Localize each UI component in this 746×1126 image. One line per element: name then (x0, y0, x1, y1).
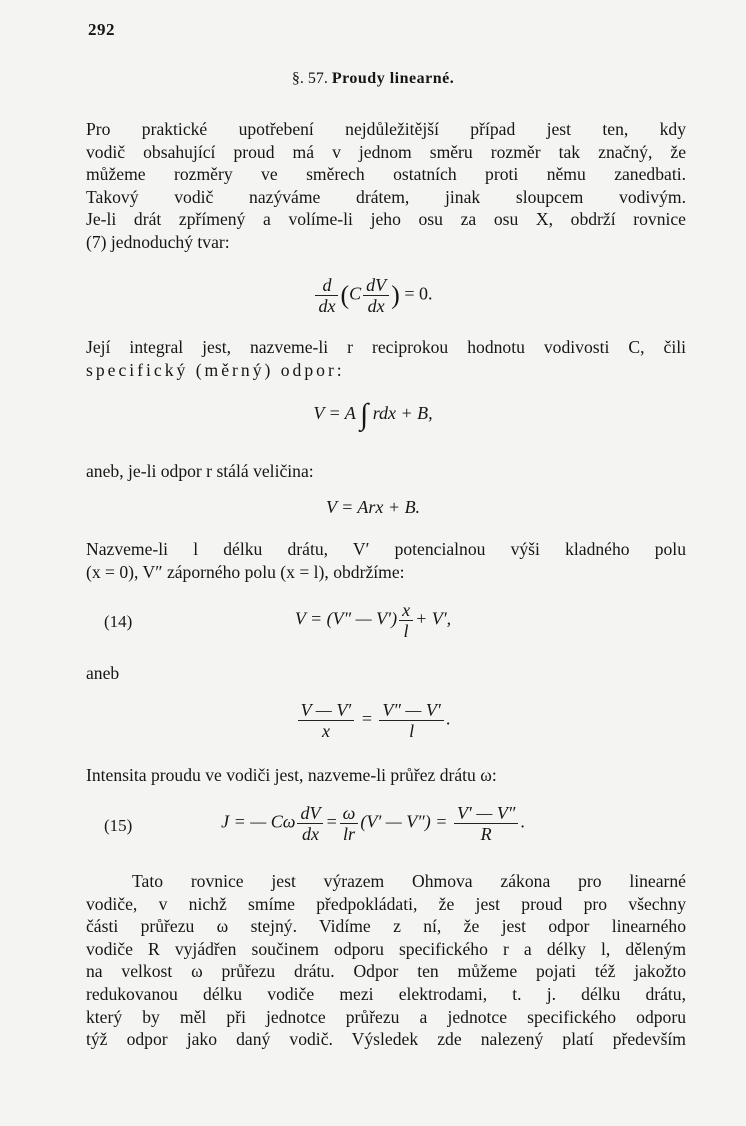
equation-14: V = (V″ — V′) $\frac{x}{l}$ + V′, (294, 600, 452, 641)
text-line: aneb, je-li odpor r stálá veličina: (86, 461, 314, 481)
equation-ratio: $\frac{V — V'}{x}$ = $\frac{V'' — V'}{l}$ . (0, 700, 746, 741)
equation-number-14: (14) (104, 612, 133, 631)
text-line: vodič obsahující proud má v jednom směru rozměr tak značný, že (86, 141, 686, 162)
text-line: týž odpor jako daný vodič. Výsledek zde nalezený platí především (86, 1029, 686, 1050)
text-line: Intensita proudu ve vodiči jest, nazveme-li průřez drátu ω: (86, 765, 497, 785)
fraction-x-l: $\frac{x}{l}$ (399, 600, 413, 641)
fraction-d-dx: $\frac{d}{dx}$ (315, 275, 338, 316)
text-line: aneb (86, 663, 120, 683)
equation-differential: $\frac{d}{dx}$ (C $\frac{dV}{dx}$ ) = 0. (0, 275, 746, 316)
fraction-dV-dx: $\frac{dV}{dx}$ (363, 275, 389, 316)
text-line: Její integral jest, nazveme-li r reciprokou hodnotu vodivosti C, čili (86, 337, 686, 357)
paragraph-aneb (86, 662, 686, 685)
text-line: můžeme rozměry ve směrech ostatních proti němu zanedbati. (86, 164, 686, 185)
text-line: Pro praktické upotřebení nejdůležitější případ jest ten, kdy (86, 119, 686, 139)
fraction-dV-dx: $\frac{dV}{dx}$ (297, 803, 323, 844)
text-line: (7) jednoduchý tvar: (86, 231, 230, 252)
text-line: vodiče R vyjádřen součinem odporu specifického r a délky l, děleným (86, 938, 686, 959)
equation-15: J = — Cω $\frac{dV}{dx}$ = $\frac{\omega}{lr}$ (V′ — V″) = $\frac{V' — V''}{R}$ . (221, 803, 525, 844)
text-line: který by měl při jednotce průřezu a jednotce specifického odporu (86, 1006, 686, 1027)
text-line: (x = 0), V″ záporného polu (x = l), obdržíme: (86, 561, 405, 582)
paragraph-integral (86, 336, 686, 381)
equation-linear: V = Arx + B. (325, 497, 421, 517)
paragraph-intensity (86, 764, 686, 787)
text-line: vodiče, v nichž smíme předpokládati, že jest proud pro všechny (86, 893, 686, 914)
section-heading (0, 70, 746, 88)
equation-integral: V = A ∫ rdx + B, (313, 398, 433, 431)
text-line: Takový vodič nazýváme drátem, jinak sloupcem vodivým. (86, 186, 686, 207)
text-line: specifický (měrný) odpor: (86, 359, 345, 380)
paragraph-intro (86, 118, 686, 254)
paragraph-potential (86, 538, 686, 583)
text-line: redukovanou délku vodiče mezi elektrodami, t. j. délku drátu, (86, 983, 686, 1004)
paragraph-ohm (86, 870, 686, 1051)
page-number: 292 (88, 20, 115, 39)
text-line: Tato rovnice jest výrazem Ohmova zákona pro linearné (132, 871, 686, 891)
text-line: části průřezu ω stejný. Vidíme z ní, že jest odpor linearného (86, 916, 686, 937)
section-number: §. 57. (291, 70, 328, 87)
fraction-right: $\frac{V'' — V'}{l}$ (379, 700, 443, 741)
paragraph-constant (86, 460, 686, 483)
fraction-left: $\frac{V — V'}{x}$ (298, 700, 355, 741)
section-title: Proudy linearné. (331, 70, 455, 87)
fraction-R: $\frac{V' — V''}{R}$ (454, 803, 518, 844)
fraction-omega-lr: $\frac{\omega}{lr}$ (340, 803, 359, 844)
equation-number-15: (15) (104, 816, 133, 835)
text-line: na velkost ω průřezu drátu. Odpor ten můžeme pojati též jakožto (86, 961, 686, 982)
text-line: Nazveme-li l délku drátu, V′ potencialnou výši kladného polu (86, 539, 686, 559)
text-line: Je-li drát zpřímený a volíme-li jeho osu za osu X, obdrží rovnice (86, 209, 686, 230)
